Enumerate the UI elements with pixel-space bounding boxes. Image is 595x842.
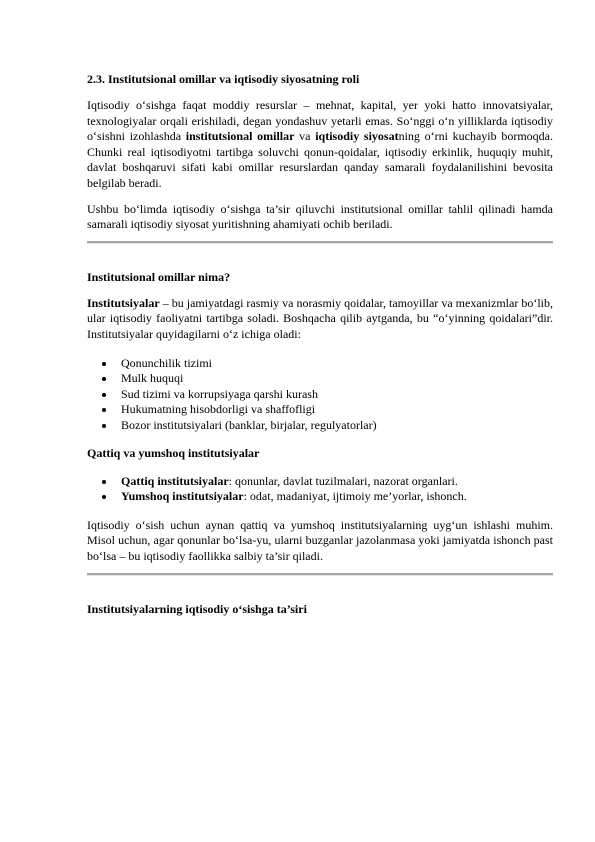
section-heading: Institutsiyalarning iqtisodiy o‘sishga ta’siri bbox=[87, 602, 307, 617]
list-item bbox=[87, 474, 553, 490]
list-item-text: : odat, madaniyat, ijtimoiy me’yorlar, ishonch. bbox=[243, 489, 467, 504]
paragraph-text: va bbox=[294, 129, 316, 144]
subsection-heading: Qattiq va yumshoq institutsiyalar bbox=[87, 445, 260, 460]
bold-term: institutsional omillar bbox=[185, 129, 295, 144]
paragraph-text: ning o‘rni kuchayib bormoqda. Chunki real iqtisodiyotni tartibga soluvchi qonun-qoidalar, iqtisodiy erkinlik, huquqiy muhit, davlat boshqaruvi sifati kabi omillar resurslardan qanday samarali foydalanilishini bevosita belgilab beradi. bbox=[87, 129, 553, 190]
paragraph: Iqtisodiy o‘sish uchun aynan qattiq va yumshoq institutsiyalarning uyg‘un ishlashi muhim. Misol uchun, agar qonunlar bo‘lsa-yu, ularni buzganlar jazolanmasa yoki jamiyatda ishonch past bo‘lsa – bu iqtisodiy faollikka salbiy ta’sir qiladi. bbox=[87, 517, 553, 563]
list-item: Bozor institutsiyalari (banklar, birjalar, regulyatorlar) bbox=[87, 418, 553, 434]
bold-term: iqtisodiy siyosat bbox=[315, 129, 399, 144]
list-item: Qonunchilik tizimi bbox=[87, 356, 553, 372]
paragraph bbox=[87, 98, 553, 192]
list-item-text: : qonunlar, davlat tuzilmalari, nazorat organlari. bbox=[228, 473, 458, 488]
list-item: Hukumatning hisobdorligi va shaffofligi bbox=[87, 402, 553, 418]
bold-term: Institutsiyalar bbox=[87, 295, 160, 310]
bullet-list bbox=[87, 474, 553, 505]
bullet-list bbox=[87, 356, 553, 434]
bold-term: Yumshoq institutsiyalar bbox=[121, 489, 244, 504]
horizontal-rule bbox=[87, 241, 553, 244]
paragraph: Ushbu bo‘limda iqtisodiy o‘sishga ta’sir qiluvchi institutsional omillar tahlil qilinadi hamda samarali iqtisodiy siyosat yuritishning ahamiyati ochib beriladi. bbox=[87, 201, 553, 232]
bold-term: Qattiq institutsiyalar bbox=[121, 473, 229, 488]
document-page bbox=[87, 0, 553, 617]
list-item bbox=[87, 489, 553, 505]
horizontal-rule bbox=[87, 573, 553, 576]
paragraph bbox=[87, 296, 553, 343]
paragraph-text: Iqtisodiy o‘sishga faqat moddiy resurslar – mehnat, kapital, yer yoki hatto innovatsiyalar, texnologiyalar orqali erishiladi, degan yondashuv yetarli emas. So‘nggi o‘n yilliklarda iqtisodiy o‘sishni izohlashda bbox=[87, 98, 553, 144]
section-heading: 2.3. Institutsional omillar va iqtisodiy siyosatning roli bbox=[87, 72, 360, 86]
section-heading: Institutsional omillar nima? bbox=[87, 269, 231, 284]
list-item: Sud tizimi va korrupsiyaga qarshi kurash bbox=[87, 387, 553, 403]
paragraph-text: – bu jamiyatdagi rasmiy va norasmiy qoidalar, tamoyillar va mexanizmlar bo‘lib, ular iqtisodiy faoliyatni tartibga soladi. Boshqacha qilib aytganda, bu “o‘yinning qoidalari”dir. Institutsiyalar quyidagilarni o‘z ichiga oladi: bbox=[87, 295, 553, 341]
list-item: Mulk huquqi bbox=[87, 371, 553, 387]
